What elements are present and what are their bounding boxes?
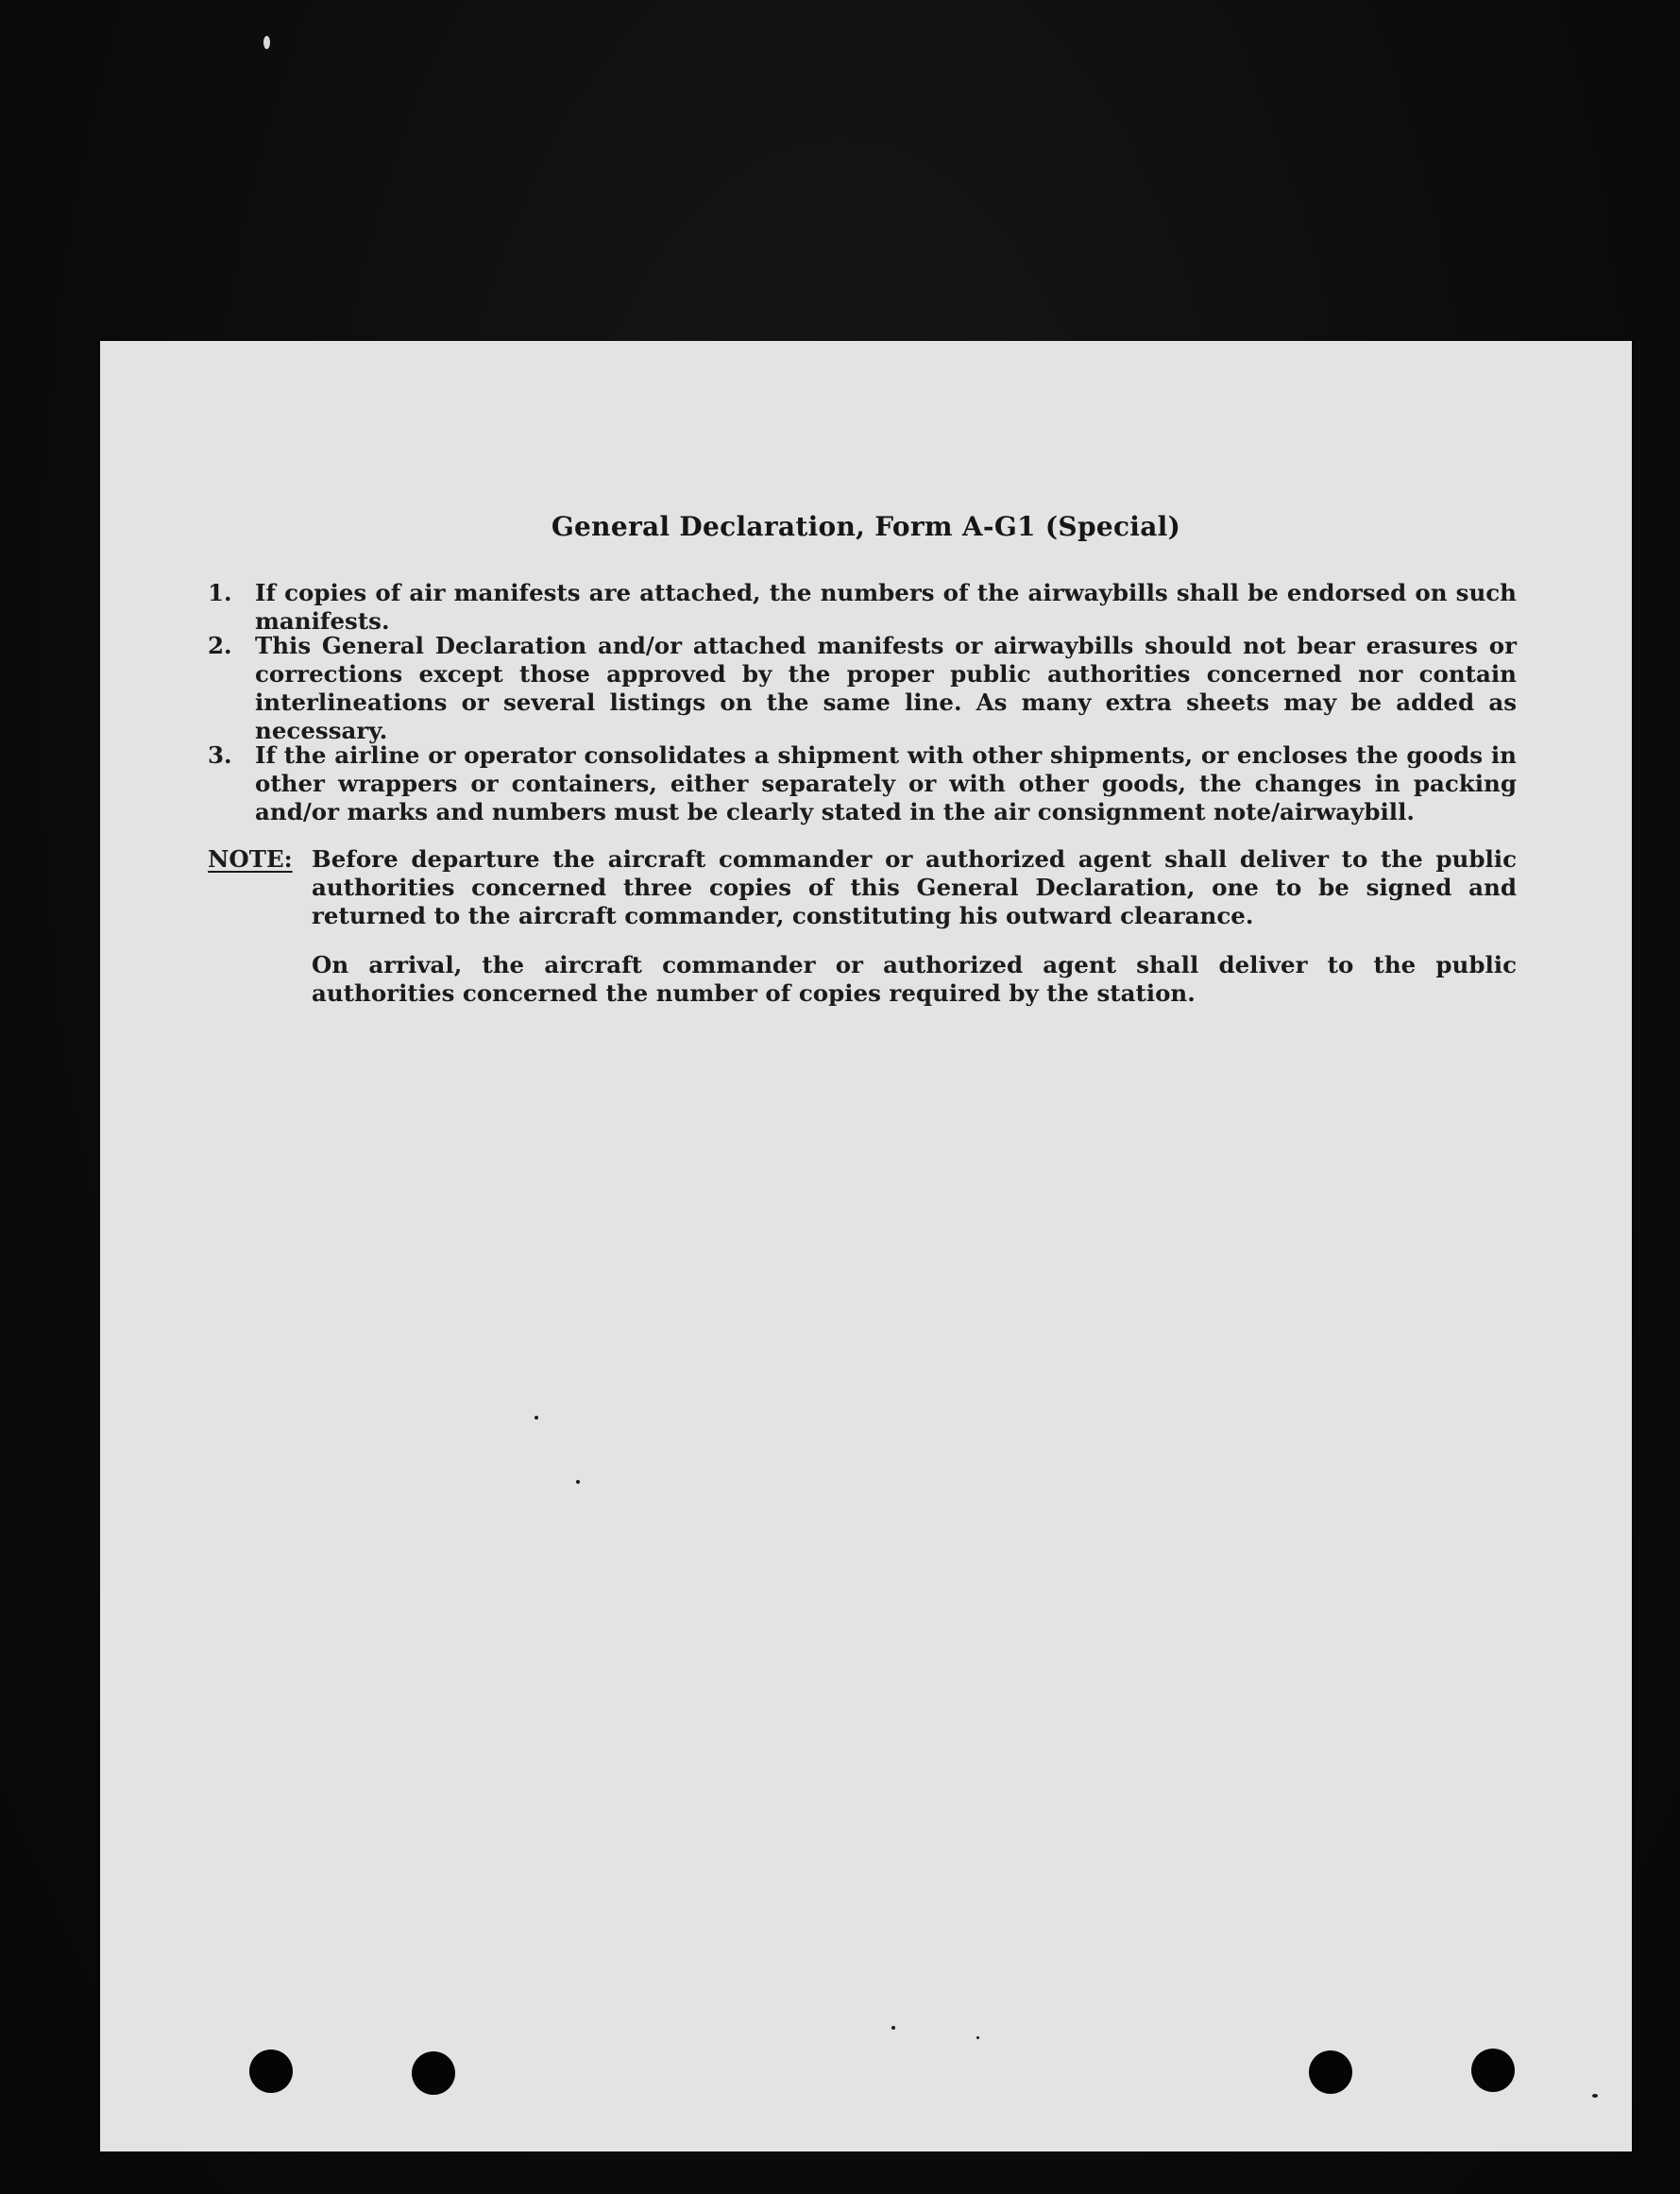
note-paragraph: On arrival, the aircraft commander or authorized agent shall deliver to the public authorities concerned the number of copies required by the station.: [312, 951, 1517, 1007]
speck: [263, 36, 270, 49]
speck: [535, 1416, 538, 1420]
punch-hole: [1471, 2049, 1515, 2092]
speck: [576, 1480, 580, 1484]
speck: [976, 2036, 979, 2039]
speck: [891, 2026, 895, 2030]
item-text: If the airline or operator consolidates a shipment with other shipments, or encloses the goods in other wrappers or containers, either separately or with other goods, the changes in packing and/or marks and numbers must be clearly stated in the air consignment note/airwaybill.: [255, 741, 1517, 825]
item-text: This General Declaration and/or attached manifests or airwaybills should not bear erasures or corrections except those approved by the proper public authorities concerned nor contain interlineations or several listings on the same line. As many extra sheets may be added as necessary.: [255, 632, 1517, 744]
punch-hole: [412, 2051, 455, 2095]
note-label: NOTE:: [208, 845, 293, 873]
list-item: [208, 579, 1517, 636]
item-number: 2.: [208, 632, 232, 659]
punch-hole: [1309, 2050, 1352, 2094]
list-item: [208, 632, 1517, 745]
note-section: [208, 845, 1517, 1008]
speck: [1592, 2094, 1598, 2098]
document-page: [100, 341, 1632, 2151]
item-text: If copies of air manifests are attached, the numbers of the airwaybills shall be endorsed on such manifests.: [255, 579, 1517, 635]
document-title: General Declaration, Form A-G1 (Special): [551, 511, 1181, 542]
item-number: 3.: [208, 741, 232, 769]
note-paragraph: Before departure the aircraft commander or authorized agent shall deliver to the public authorities concerned three copies of this General Declaration, one to be signed and returned to the aircraft commander, constituting his outward clearance.: [312, 845, 1517, 929]
list-item: [208, 741, 1517, 826]
punch-hole: [249, 2049, 293, 2093]
item-number: 1.: [208, 579, 232, 606]
